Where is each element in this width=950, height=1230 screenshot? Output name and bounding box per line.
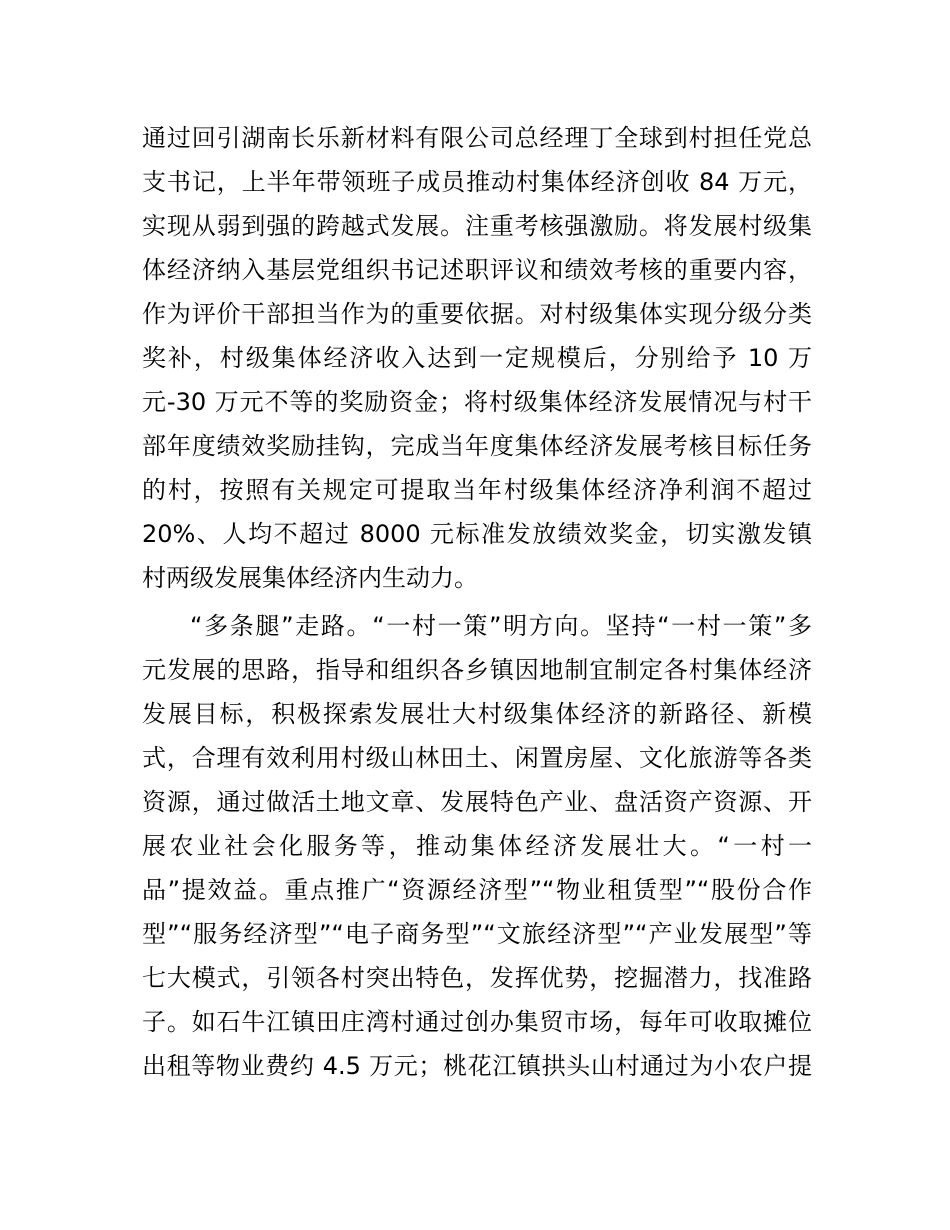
text-line: “多条腿”走路。“一村一策”明方向。坚持“一村一策”多 [190, 612, 812, 640]
text-line: 元发展的思路，指导和组织各乡镇因地制宜制定各村集体经济 [142, 656, 812, 684]
text-line: 展农业社会化服务等，推动集体经济发展壮大。“一村一 [142, 832, 812, 860]
text-line: 元-30 万元不等的奖励资金；将村级集体经济发展情况与村干 [142, 388, 812, 416]
text-line: 作为评价干部担当作为的重要依据。对村级集体实现分级分类 [142, 300, 812, 328]
text-line: 型”“服务经济型”“电子商务型”“文旅经济型”“产业发展型”等 [142, 920, 812, 948]
text-line: 20%、人均不超过 8000 元标准发放绩效奖金，切实激发镇 [142, 520, 812, 548]
text-line: 品”提效益。重点推广“资源经济型”“物业租赁型”“股份合作 [142, 876, 812, 904]
text-line: 奖补，村级集体经济收入达到一定规模后，分别给予 10 万 [142, 344, 812, 372]
text-line: 子。如石牛江镇田庄湾村通过创办集贸市场，每年可收取摊位 [142, 1008, 812, 1036]
body-text [142, 116, 812, 1088]
text-line: 资源，通过做活土地文章、发展特色产业、盘活资产资源、开 [142, 788, 812, 816]
text-line: 体经济纳入基层党组织书记述职评议和绩效考核的重要内容， [142, 256, 812, 284]
text-line: 的村，按照有关规定可提取当年村级集体经济净利润不超过 [142, 476, 812, 504]
text-line: 式，合理有效利用村级山林田土、闲置房屋、文化旅游等各类 [142, 744, 812, 772]
text-line: 出租等物业费约 4.5 万元；桃花江镇拱头山村通过为小农户提 [142, 1052, 812, 1080]
text-line: 实现从弱到强的跨越式发展。注重考核强激励。将发展村级集 [142, 212, 812, 240]
paragraph-2 [142, 604, 812, 1088]
text-line: 通过回引湖南长乐新材料有限公司总经理丁全球到村担任党总 [142, 124, 812, 152]
text-line: 支书记，上半年带领班子成员推动村集体经济创收 84 万元， [142, 168, 812, 196]
paragraph-1 [142, 116, 812, 600]
text-line: 部年度绩效奖励挂钩，完成当年度集体经济发展考核目标任务 [142, 432, 812, 460]
text-line: 发展目标，积极探索发展壮大村级集体经济的新路径、新模 [142, 700, 812, 728]
text-line: 七大模式，引领各村突出特色，发挥优势，挖掘潜力，找准路 [142, 964, 812, 992]
text-line: 村两级发展集体经济内生动力。 [142, 564, 478, 592]
